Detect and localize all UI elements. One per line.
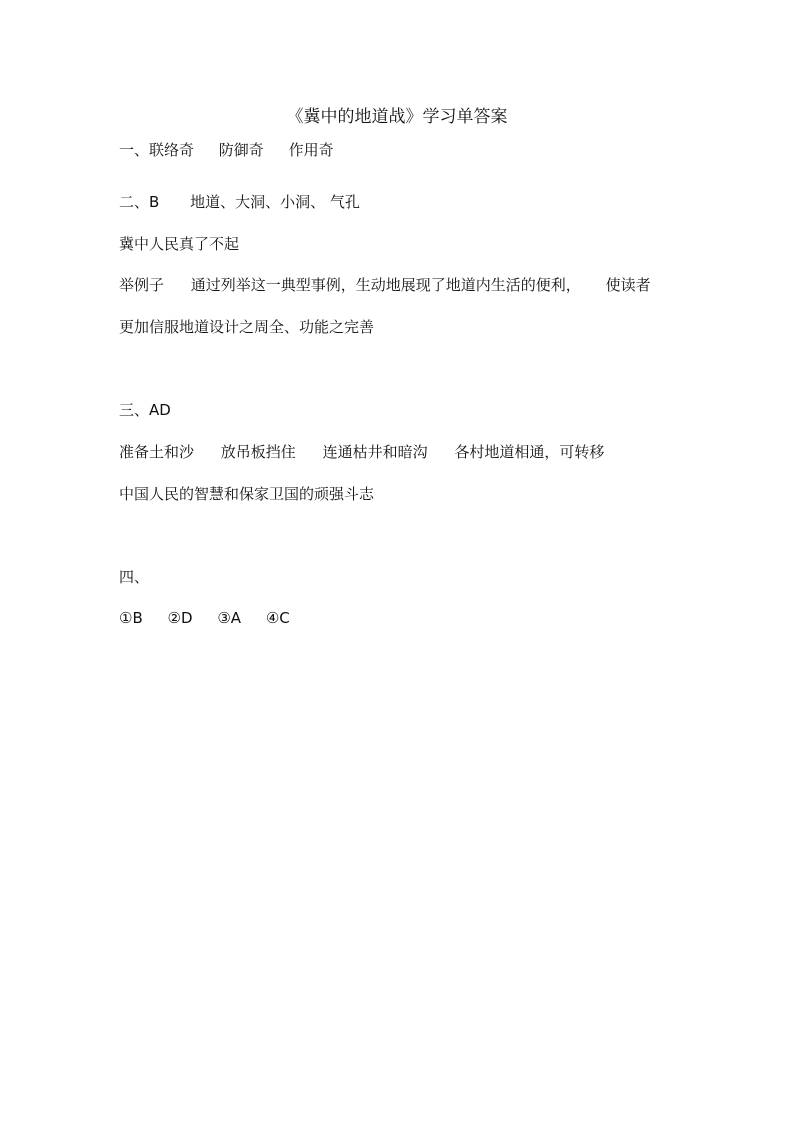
- section-3-item: 放吊板挡住: [220, 443, 296, 461]
- section-2-line-3: [119, 273, 651, 297]
- section-1-line: [119, 138, 334, 162]
- section-3-items: [119, 440, 604, 464]
- section-2-answer: 地道、大洞、小洞、 气孔: [190, 193, 360, 211]
- section-3-summary: 中国人民的智慧和保家卫国的顽强斗志: [119, 485, 375, 503]
- section-3-item: 准备土和沙: [119, 443, 195, 461]
- section-4-answer: ①B: [119, 609, 143, 627]
- section-3-line: 三、AD: [119, 401, 171, 419]
- section-2-method: 举例子: [119, 276, 165, 294]
- section-2-prefix: 二、B: [119, 193, 160, 211]
- section-4-answers: [119, 606, 290, 630]
- section-4-answer: ③A: [217, 609, 242, 627]
- section-2-line: [119, 190, 360, 214]
- section-4-answer: ④C: [265, 609, 290, 627]
- section-4-answer: ②D: [167, 609, 193, 627]
- section-3-item: 各村地道相通，可转移: [454, 443, 605, 461]
- section-2-line-2: 冀中人民真了不起: [119, 235, 240, 253]
- section-3-item: 连通枯井和暗沟: [322, 443, 428, 461]
- section-4-line: 四、: [119, 568, 150, 586]
- section-1-item-2: 防御奇: [218, 141, 264, 159]
- section-2-explanation-end: 使读者: [605, 276, 651, 294]
- section-1-item-3: 作用奇: [288, 141, 334, 159]
- page-title: 《冀中的地道战》学习单答案: [286, 107, 508, 127]
- section-2-explanation: 通过列举这一典型事例，生动地展现了地道内生活的便利，: [190, 276, 581, 294]
- section-2-line-4: 更加信服地道设计之周全、功能之完善: [119, 318, 375, 336]
- section-1-prefix: 一、联络奇: [119, 141, 195, 159]
